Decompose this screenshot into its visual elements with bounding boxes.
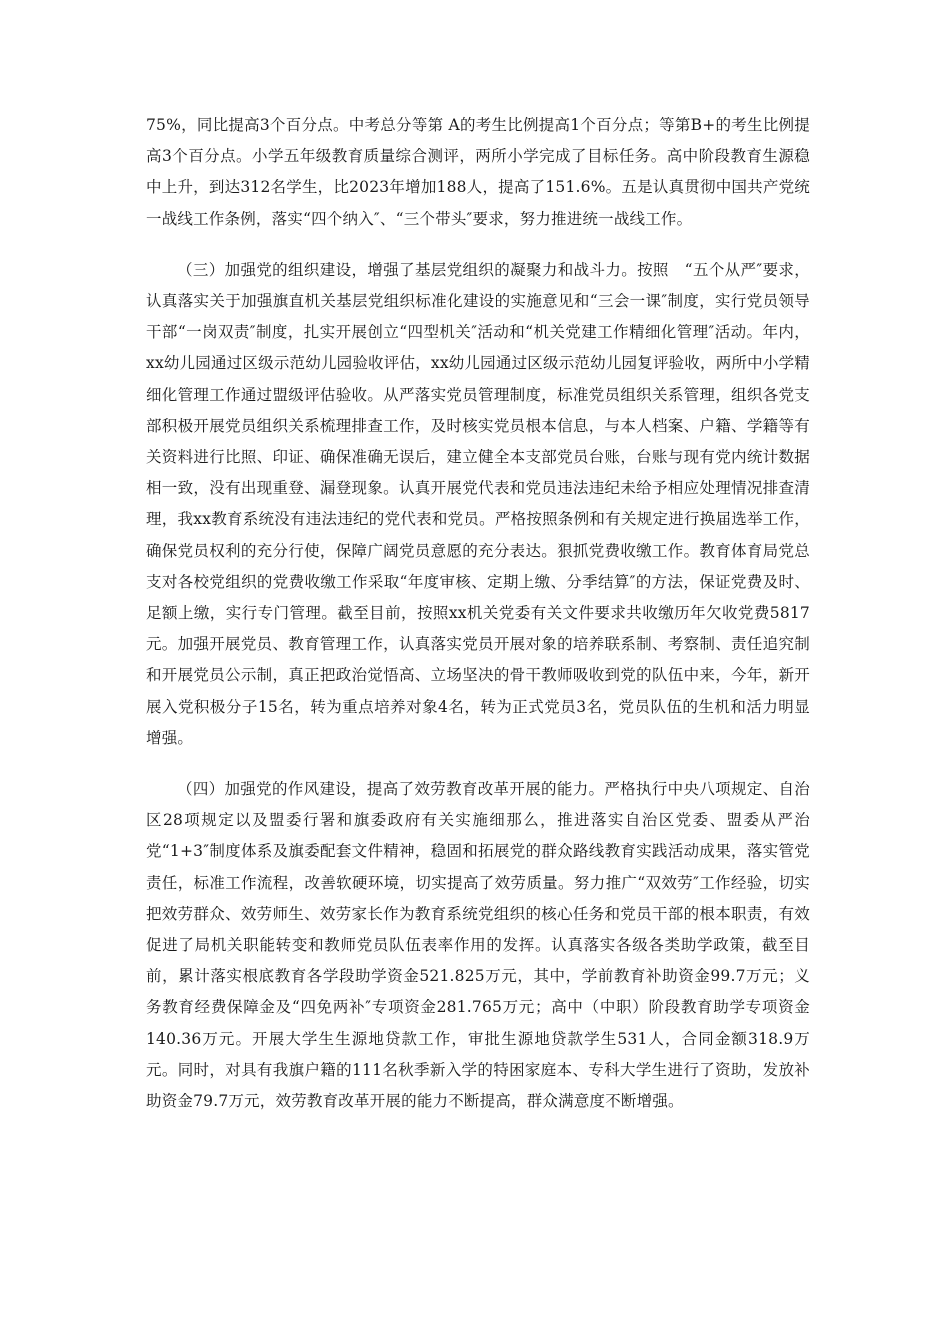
paragraph-section-four-work-style: （四）加强党的作风建设，提高了效劳教育改革开展的能力。严格执行中央八项规定、自治区28项规定以及盟委行署和旗委政府有关实施细那么，推进落实自治区党委、盟委从严治党“1+3″制度体系及旗委配套文件精神，稳固和拓展党的群众路线教育实践活动成果，落实管党责任，标准工作流程，改善软硬环境，切实提高了效劳质量。努力推广“双效劳″工作经验，切实把效劳群众、效劳师生、效劳家长作为教育系统党组织的核心任务和党员干部的根本职责，有效促进了局机关职能转变和教师党员队伍表率作用的发挥。认真落实各级各类助学政策，截至目前，累计落实根底教育各学段助学资金521.825万元，其中，学前教育补助资金99.7万元；义务教育经费保障金及“四免两补″专项资金281.765万元；高中（中职）阶段教育助学专项资金140.36万元。开展大学生生源地贷款工作，审批生源地贷款学生531人，合同金额318.9万元。同时，对具有我旗户籍的111名秋季新入学的特困家庭本、专科大学生进行了资助，发放补助资金79.7万元，效劳教育改革开展的能力不断提高，群众满意度不断增强。 bbox=[146, 780, 810, 1111]
paragraph-continuation: 75%，同比提高3个百分点。中考总分等第 A的考生比例提高1个百分点；等第B+的考生比例提高3个百分点。小学五年级教育质量综合测评，两所小学完成了目标任务。高中阶段教育生源稳中上升，到达312名学生，比2023年增加188人，提高了151.6%。五是认真贯彻中国共产党统一战线工作条例，落实“四个纳入″、“三个带头″要求，努力推进统一战线工作。 bbox=[146, 116, 810, 228]
paragraph-section-three-organization: （三）加强党的组织建设，增强了基层党组织的凝聚力和战斗力。按照 “五个从严″要求，认真落实关于加强旗直机关基层党组织标准化建设的实施意见和“三会一课″制度，实行党员领导干部“一岗双责″制度，扎实开展创立“四型机关″活动和“机关党建工作精细化管理″活动。年内，xx幼儿园通过区级示范幼儿园验收评估，xx幼儿园通过区级示范幼儿园复评验收，两所中小学精细化管理工作通过盟级评估验收。从严落实党员管理制度，标准党员组织关系管理，组织各党支部积极开展党员组织关系梳理排查工作，及时核实党员根本信息，与本人档案、户籍、学籍等有关资料进行比照、印证、确保准确无误后，建立健全本支部党员台账，台账与现有党内统计数据相一致，没有出现重登、漏登现象。认真开展党代表和党员违法违纪未给予相应处理情况排查清理，我xx教育系统没有违法违纪的党代表和党员。严格按照条例和有关规定进行换届选举工作，确保党员权利的充分行使，保障广阔党员意愿的充分表达。狠抓党费收缴工作。教育体育局党总支对各校党组织的党费收缴工作采取“年度审核、定期上缴、分季结算″的方法，保证党费及时、足额上缴，实行专门管理。截至目前，按照xx机关党委有关文件要求共收缴历年欠收党费5817 元。加强开展党员、教育管理工作，认真落实党员开展对象的培养联系制、考察制、责任追究制和开展党员公示制，真正把政治觉悟高、立场坚决的骨干教师吸收到党的队伍中来，今年，新开展入党积极分子15名，转为重点培养对象4名，转为正式党员3名，党员队伍的生机和活力明显增强。 bbox=[146, 260, 810, 747]
document-body bbox=[146, 110, 810, 1117]
